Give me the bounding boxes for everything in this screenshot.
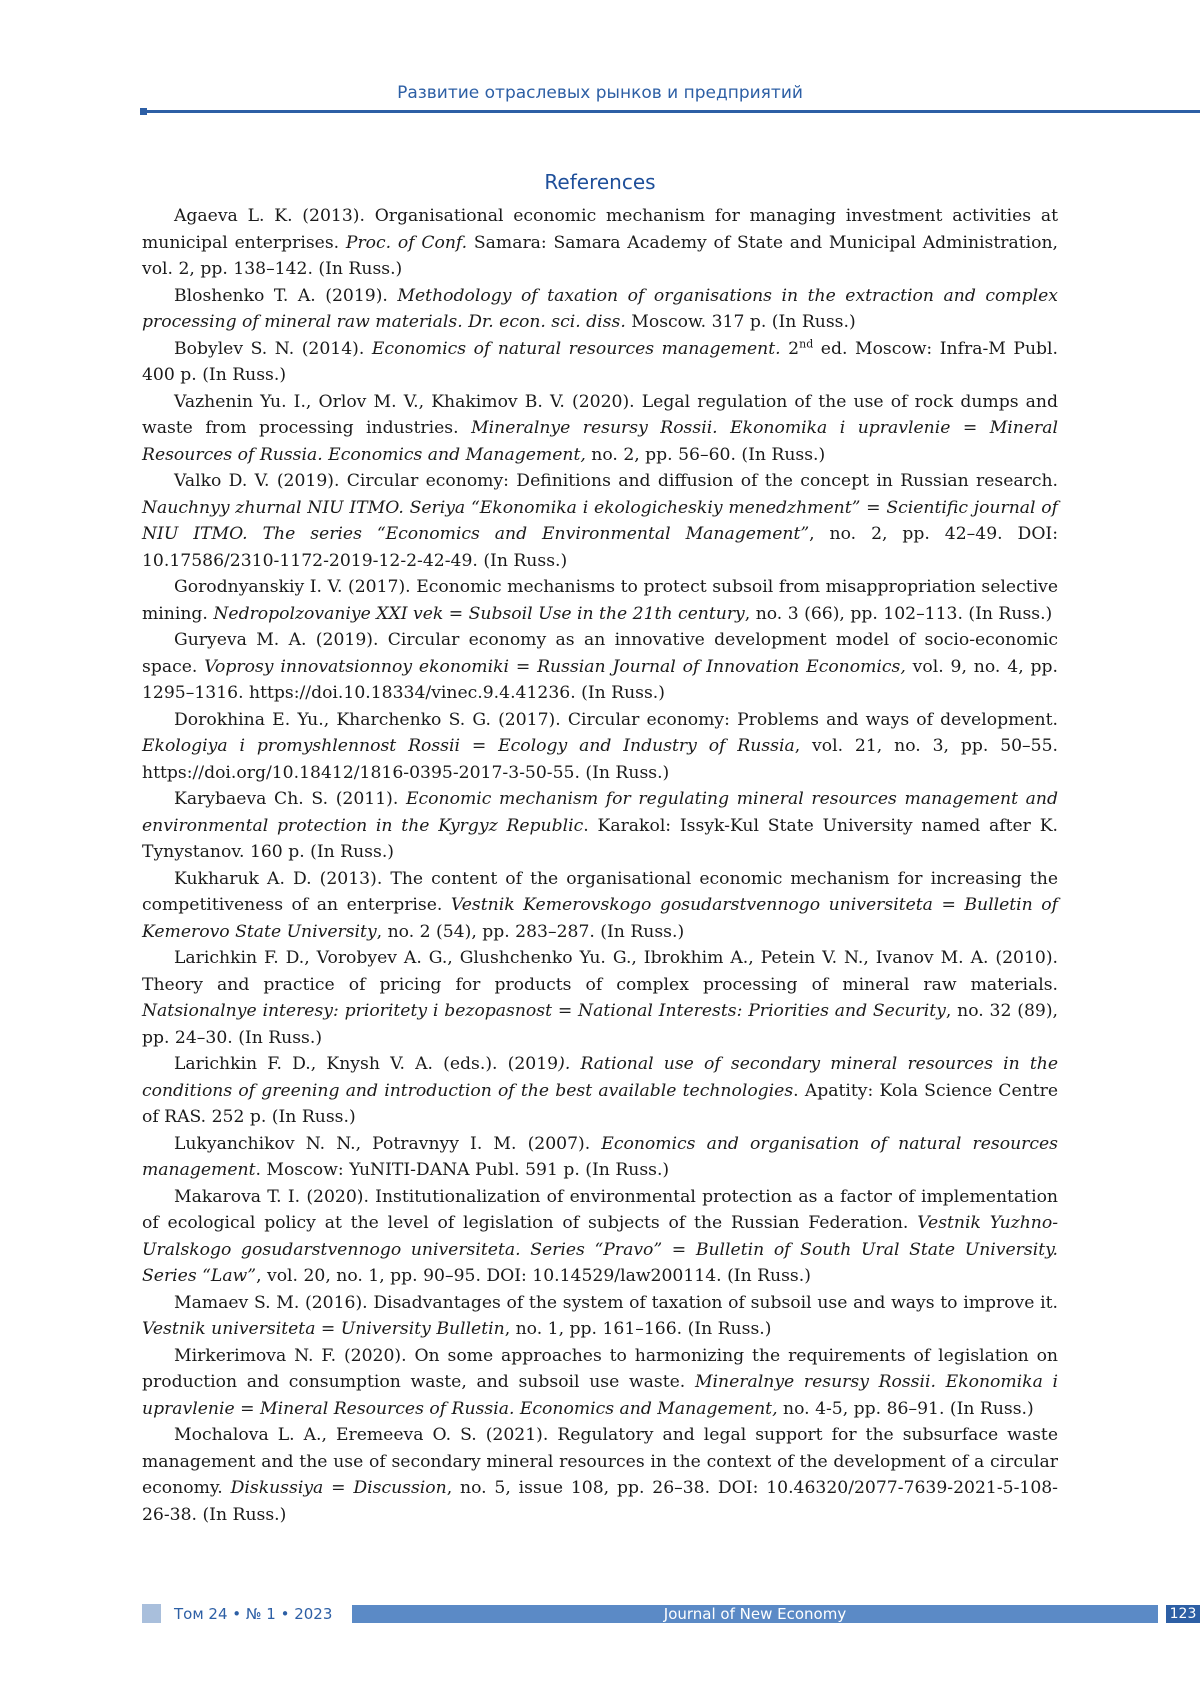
reference-item: Valko D. V. (2019). Circular economy: Definitions and diffusion of the concept in Russian research. Nauchnyy zhurnal NIU ITMO. Seriya “Ekonomika i ekologicheskiy menedzhment” = Scientific journal of NIU ITMO. The series “Economics and Environmental Management”, no. 2, pp. 42–49. DOI: 10.17586/2310-1172-2019-12-2-42-49. (In Russ.) [142, 471, 1058, 571]
reference-item: Karybaeva Ch. S. (2011). Economic mechanism for regulating mineral resources management and environmental protection in the Kyrgyz Republic. Karakol: Issyk-Kul State University named after K. Tynystanov. 160 p. (In Russ.) [142, 789, 1059, 862]
reference-item: Mirkerimova N. F. (2020). On some approaches to harmonizing the requirements of legislation on production and consumption waste, and subsoil use waste. Mineralnye resursy Rossii. Ekonomika i upravlenie = Mineral Resources of Russia. Economics and Management, no. 4-5, pp. 86–91. (In Russ.) [142, 1345, 1058, 1419]
reference-item: Guryeva M. A. (2019). Circular economy as an innovative development model of socio-economic space. Voprosy innovatsionnoy ekonomiki = Russian Journal of Innovation Economics, vol. 9, no. 4, pp. 1295–1316. https://doi.10.18334/vinec.9.4.41236. (In Russ.) [142, 630, 1058, 703]
page-footer [142, 1604, 1200, 1624]
reference-item: Larichkin F. D., Knysh V. A. (eds.). (2019). Rational use of secondary mineral resources in the conditions of greening and introduction of the best available technologies. Apatity: Kola Science Centre of RAS. 252 p. (In Russ.) [142, 1054, 1058, 1127]
reference-list [142, 203, 1058, 1528]
reference-item: Lukyanchikov N. N., Potravnyy I. M. (2007). Economics and organisation of natural resources management. Moscow: YuNITI-DANA Publ. 591 p. (In Russ.) [142, 1133, 1058, 1180]
reference-item: Kukharuk A. D. (2013). The content of the organisational economic mechanism for increasing the competitiveness of an enterprise. Vestnik Kemerovskogo gosudarstvennogo universiteta = Bulletin of Kemerovo State University, no. 2 (54), pp. 283–287. (In Russ.) [142, 868, 1058, 942]
reference-item: Bobylev S. N. (2014). Economics of natural resources management. 2nd ed. Moscow: Infra-M Publ. 400 p. (In Russ.) [142, 336, 1058, 385]
header-rule [144, 110, 1200, 113]
section-title: References [544, 170, 656, 194]
reference-item: Larichkin F. D., Vorobyev A. G., Glushchenko Yu. G., Ibrokhim A., Petein V. N., Ivanov M. A. (2010). Theory and practice of pricing for products of complex processing of mineral raw materials. Natsionalnye interesy: prioritety i bezopasnost = National Interests: Priorities and Security, no. 32 (89), pp. 24–30. (In Russ.) [142, 948, 1058, 1048]
reference-item: Bloshenko T. A. (2019). Methodology of taxation of organisations in the extraction and complex processing of mineral raw materials. Dr. econ. sci. diss. Moscow. 317 p. (In Russ.) [142, 285, 1058, 332]
reference-item: Agaeva L. K. (2013). Organisational economic mechanism for managing investment activities at municipal enterprises. Proc. of Conf. Samara: Samara Academy of State and Municipal Administration, vol. 2, pp. 138–142. (In Russ.) [142, 206, 1058, 279]
reference-item: Mochalova L. A., Eremeeva O. S. (2021). Regulatory and legal support for the subsurface waste management and the use of secondary mineral resources in the context of the development of a circular economy. Diskussiya = Discussion, no. 5, issue 108, pp. 26–38. DOI: 10.46320/2077-7639-2021-5-108-26-38. (In Russ.) [142, 1425, 1058, 1525]
reference-item: Gorodnyanskiy I. V. (2017). Economic mechanisms to protect subsoil from misappropriation selective mining. Nedropolzovaniye XXI vek = Subsoil Use in the 21th century, no. 3 (66), pp. 102–113. (In Russ.) [142, 577, 1058, 624]
reference-item: Vazhenin Yu. I., Orlov M. V., Khakimov B. V. (2020). Legal regulation of the use of rock dumps and waste from processing industries. Mineralnye resursy Rossii. Ekonomika i upravlenie = Mineral Resources of Russia. Economics and Management, no. 2, pp. 56–60. (In Russ.) [142, 391, 1059, 465]
reference-item: Makarova T. I. (2020). Institutionalization of environmental protection as a factor of implementation of ecological policy at the level of legislation of subjects of the Russian Federation. Vestnik Yuzhno-Uralskogo gosudarstvennogo universiteta. Series “Pravo” = Bulletin of South Ural State University. Series “Law”, vol. 20, no. 1, pp. 90–95. DOI: 10.14529/law200114. (In Russ.) [142, 1186, 1059, 1286]
reference-item: Dorokhina E. Yu., Kharchenko S. G. (2017). Circular economy: Problems and ways of development. Ekologiya i promyshlennost Rossii = Ecology and Industry of Russia, vol. 21, no. 3, pp. 50–55. https://doi.org/10.18412/1816-0395-2017-3-50-55. (In Russ.) [142, 709, 1058, 783]
footer-volume-issue: Том 24 • № 1 • 2023 [174, 1605, 333, 1623]
running-header: Развитие отраслевых рынков и предприятий [397, 83, 803, 103]
page-number: 123 [1166, 1605, 1200, 1623]
reference-item: Mamaev S. M. (2016). Disadvantages of the system of taxation of subsoil use and ways to improve it. Vestnik universiteta = University Bulletin, no. 1, pp. 161–166. (In Russ.) [142, 1292, 1058, 1339]
footer-journal-name: Journal of New Economy [352, 1605, 1158, 1623]
footer-square-marker [142, 1604, 161, 1623]
